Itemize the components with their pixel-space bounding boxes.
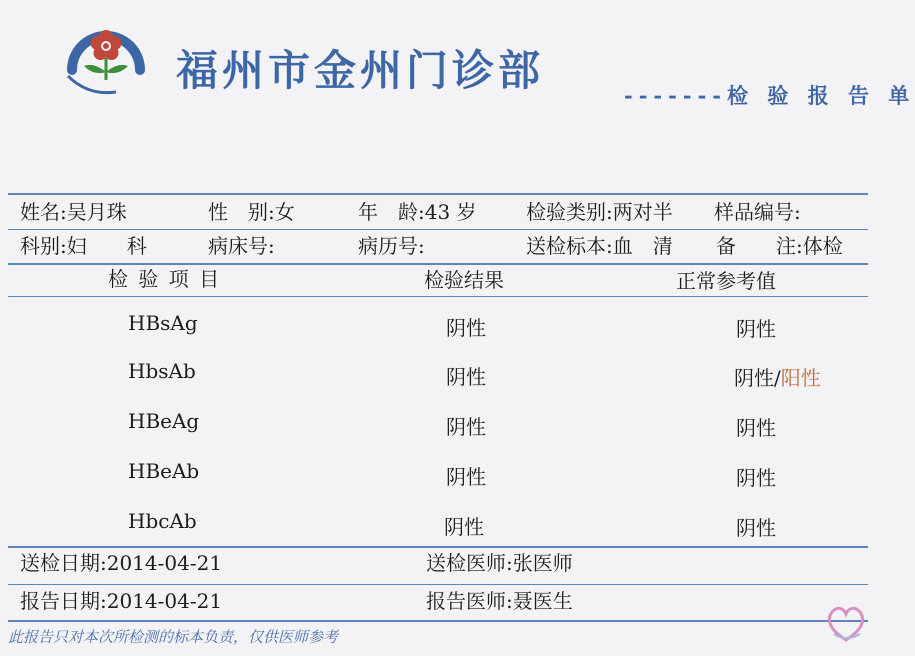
patient-age-label: 年 龄: bbox=[358, 200, 425, 224]
bed-number-field bbox=[208, 236, 275, 256]
divider bbox=[8, 296, 868, 297]
divider bbox=[8, 584, 868, 585]
reference-value: 阴性 bbox=[736, 466, 776, 490]
reference-value: 阴性 bbox=[736, 416, 776, 440]
record-number-field bbox=[358, 236, 425, 256]
specimen-label: 送检标本: bbox=[526, 234, 613, 258]
test-result: 阴性 bbox=[444, 515, 484, 539]
test-result: 阴性 bbox=[446, 465, 486, 489]
report-type-title: -------检 验 报 告 单 bbox=[624, 83, 915, 108]
test-type: 两对半 bbox=[612, 200, 673, 224]
patient-age: 43 岁 bbox=[424, 200, 477, 224]
report-doctor-field bbox=[426, 591, 573, 611]
reference-value bbox=[734, 362, 821, 391]
specimen-field bbox=[526, 236, 673, 256]
test-item: HBsAg bbox=[128, 311, 198, 335]
note-label: 备 注: bbox=[716, 234, 803, 258]
test-type-label: 检验类别: bbox=[526, 200, 613, 224]
patient-name-field bbox=[20, 202, 127, 222]
record-number-label: 病历号: bbox=[358, 234, 425, 258]
divider bbox=[8, 193, 868, 195]
bed-number-label: 病床号: bbox=[208, 234, 275, 258]
reference-value: 阴性 bbox=[736, 516, 776, 540]
column-header-result: 检验结果 bbox=[424, 268, 504, 292]
report-date-field bbox=[20, 591, 222, 611]
reference-positive: 阳性 bbox=[780, 366, 821, 390]
test-item: HbcAb bbox=[128, 509, 197, 533]
divider bbox=[8, 546, 868, 548]
test-item: HBeAg bbox=[128, 409, 200, 433]
submit-doctor-field bbox=[426, 553, 573, 573]
patient-sex-field bbox=[208, 202, 295, 222]
patient-sex-label: 性 别: bbox=[208, 200, 275, 224]
column-header-item: 检 验 项 目 bbox=[108, 267, 222, 291]
test-result: 阴性 bbox=[446, 415, 486, 439]
column-header-reference: 正常参考值 bbox=[676, 269, 776, 293]
department-field bbox=[20, 236, 147, 256]
test-item: HBeAb bbox=[128, 459, 200, 483]
patient-age-field bbox=[358, 202, 477, 222]
specimen: 血 清 bbox=[612, 234, 673, 258]
submit-date-label: 送检日期: bbox=[20, 551, 107, 575]
clinic-name: 福州市金州门诊部 bbox=[176, 46, 545, 95]
patient-name: 吴月珠 bbox=[66, 200, 127, 224]
report-date-label: 报告日期: bbox=[20, 589, 107, 613]
reference-negative: 阴性/ bbox=[734, 366, 781, 390]
test-item: HbsAb bbox=[128, 359, 196, 383]
patient-sex: 女 bbox=[274, 200, 295, 224]
patient-name-label: 姓名: bbox=[20, 200, 67, 224]
department: 妇 科 bbox=[66, 234, 147, 258]
clinic-logo-icon bbox=[58, 16, 154, 100]
test-type-field bbox=[526, 202, 673, 222]
disclaimer-note: 此报告只对本次所检测的标本负责，仅供医师参考 bbox=[8, 628, 339, 646]
test-result: 阴性 bbox=[446, 365, 486, 389]
test-result: 阴性 bbox=[446, 316, 486, 340]
submit-doctor: 张医师 bbox=[512, 551, 573, 575]
note-field bbox=[716, 236, 843, 256]
divider bbox=[8, 620, 868, 622]
sample-number-field bbox=[714, 202, 801, 222]
department-label: 科别: bbox=[20, 234, 67, 258]
report-doctor-label: 报告医师: bbox=[426, 589, 513, 613]
submit-date: 2014-04-21 bbox=[106, 551, 223, 575]
divider bbox=[8, 263, 868, 265]
note: 体检 bbox=[802, 234, 843, 258]
reference-value: 阴性 bbox=[736, 317, 776, 341]
submit-doctor-label: 送检医师: bbox=[426, 551, 513, 575]
sample-number-label: 样品编号: bbox=[714, 200, 801, 224]
heart-watermark-icon bbox=[820, 600, 872, 646]
divider bbox=[8, 229, 868, 230]
report-doctor: 聂医生 bbox=[512, 589, 573, 613]
submit-date-field bbox=[20, 553, 222, 573]
report-date: 2014-04-21 bbox=[106, 589, 223, 613]
